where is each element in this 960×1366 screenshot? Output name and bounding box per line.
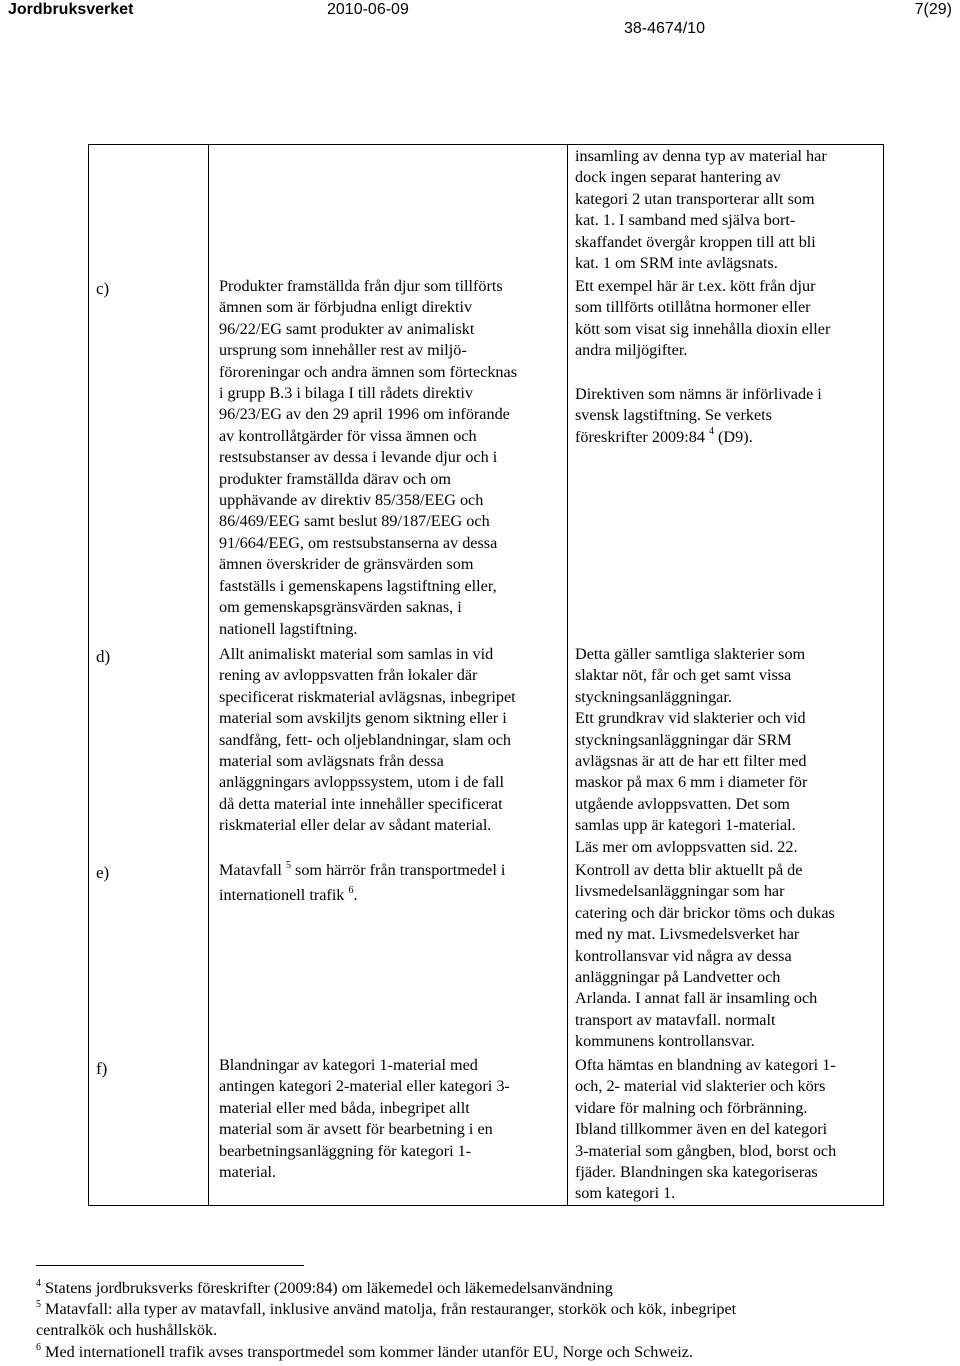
diary-number: 38-4674/10 xyxy=(624,20,705,37)
footnote-ref-4: 4 xyxy=(708,426,714,438)
footnote-6: $^6$ Med internationell trafik avses transportmedel som kommer länder utanför EU, Norge och Schweiz. xyxy=(36,1341,693,1361)
page-number: 7(29) xyxy=(914,1,952,18)
row-e-comment: Kontroll av detta blir aktuellt på de livsmedelsanläggningar som har catering och där brickor töms och dukas med ny mat. Livsmedelsverket har kontrollansvar vid några av dessa anläggningar på Landvetter och Arlanda. I annat fall är insamling och transport av matavfall. normalt kommunens kontrollansvar. xyxy=(575,861,835,1051)
row-f-comment: Ofta hämtas en blandning av kategori 1- och, 2- material vid slakterier och körs vidare för malning och förbränning. Ibland tillkommer även en del kategori 3-material som gångben, blod, borst och fjäder. Blandningen ska kategoriseras som kategori 1. xyxy=(575,1056,837,1203)
row-label-c: c) xyxy=(96,279,110,298)
row-f-description: Blandningar av kategori 1-material med antingen kategori 2-material eller kategori 3- material eller med båda, inbegripet allt material som är avsett för bearbetning i en bearbetningsanläggning för kategori 1- material. xyxy=(219,1056,510,1182)
row-label-e: e) xyxy=(96,863,110,882)
footnote-ref-5: 5 xyxy=(285,859,291,871)
row-c-comment-b: Direktiven som nämns är införlivade i svensk lagstiftning. Se verkets föreskrifter 2009:84 $^4$ (D9). xyxy=(575,385,822,446)
row-e-description: Matavfall $^5$ som härrör från transportmedel i internationell trafik $^6$. xyxy=(219,859,506,904)
row-d-comment: Detta gäller samtliga slakterier som slaktar nöt, får och get samt vissa styckningsanläggningar. Ett grundkrav vid slakterier och vid styckningsanläggningar där SRM avlägsnas är att de har ett filter med maskor på max 6 mm i diameter för utgående avloppsvatten. Det som samlas upp är kategori 1-material. Läs mer om avloppsvatten sid. 22. xyxy=(575,645,808,856)
organization-name: Jordbruksverket xyxy=(8,1,134,18)
row-label-d: d) xyxy=(96,647,111,666)
row-label-f: f) xyxy=(96,1059,108,1078)
row-d-description: Allt animaliskt material som samlas in vid rening av avloppsvatten från lokaler där specificerat riskmaterial avlägsnas, inbegripet material som avskiljts genom siktning eller i sandfång, fett- och oljeblandningar, slam och material som avlägsnats från dessa anläggningars avloppssystem, utom i de fall då detta material inte innehåller specificerat riskmaterial eller delar av sådant material. xyxy=(219,645,516,835)
footnote-separator xyxy=(36,1265,304,1266)
footnote-5: $^5$ Matavfall: alla typer av matavfall, inklusive använd matolja, från restauranger, storkök och kök, inbegripet centralkök och hushållskök. xyxy=(36,1298,737,1339)
table-divider-1 xyxy=(208,144,209,1206)
document-date: 2010-06-09 xyxy=(327,1,409,18)
row-c-description: Produkter framställda från djur som tillförts ämnen som är förbjudna enligt direktiv 96/22/EG samt produkter av animaliskt ursprung som innehåller rest av miljö- föroreningar och andra ämnen som förtecknas i grupp B.3 i bilaga I till rådets direktiv 96/23/EG av den 29 april 1996 om införande av kontrollåtgärder för vissa ämnen och restsubstanser av dessa i levande djur och i produkter framställda därav och om upphävande av direktiv 85/358/EEG och 86/469/EEG samt beslut 89/187/EEG och 91/664/EEG, om restsubstanserna av dessa ämnen överskrider de gränsvärden som fastställs i gemenskapens lagstiftning eller, om gemenskapsgränsvärden saknas, i nationell lagstiftning. xyxy=(219,277,517,638)
table-divider-2 xyxy=(567,144,568,1206)
footnote-4: $^4$ Statens jordbruksverks föreskrifter (2009:84) om läkemedel och läkemedelsanvändning xyxy=(36,1277,613,1297)
footnote-ref-6: 6 xyxy=(348,884,354,896)
row-c-comment-a: Ett exempel här är t.ex. kött från djur som tillförts otillåtna hormoner eller kött som visat sig innehålla dioxin eller andra miljögifter. xyxy=(575,277,831,360)
top-row-comment: insamling av denna typ av material har dock ingen separat hantering av kategori 2 utan transporterar allt som kat. 1. I samband med själva bort- skaffandet övergår kroppen till att bli kat. 1 om SRM inte avlägsnats. xyxy=(575,147,827,273)
